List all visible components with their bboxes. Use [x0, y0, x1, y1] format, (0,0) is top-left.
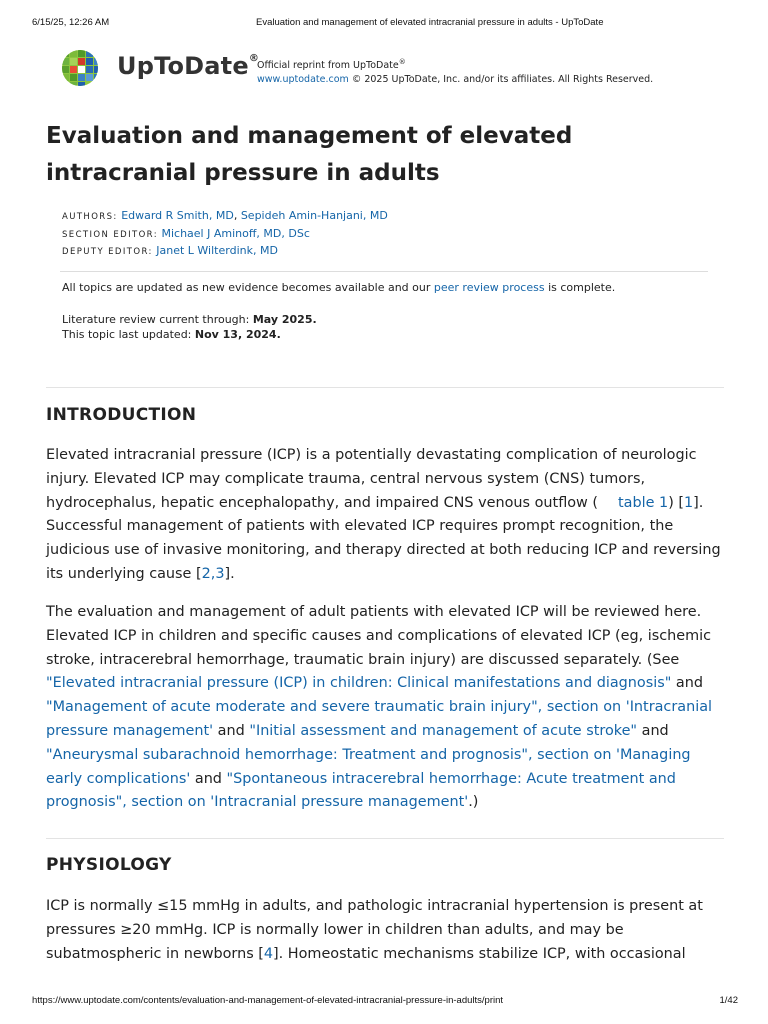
reference-link[interactable]: 4: [263, 945, 274, 962]
introduction-heading: INTRODUCTION: [46, 405, 197, 425]
review-dates: [62, 312, 317, 342]
uptodate-globe-icon: [60, 48, 102, 88]
introduction-paragraph-1: Elevated intracranial pressure (ICP) is a potentially devastating complication of neurologic injury. Elevated ICP may complicate trauma, central nervous system (CNS) tumors, hydrocephalus, hepatic encephalopathy, and impaired CNS venous outflow ( table 1) [1]. Successful management of patients with elevated ICP requires prompt recognition, the judicious use of invasive monitoring, and therapy directed at both reducing ICP and reversing its underlying cause [2,3].: [46, 447, 721, 582]
topic-link[interactable]: "Initial assessment and management of acute stroke": [249, 722, 638, 739]
topic-link[interactable]: "Aneurysmal subarachnoid hemorrhage: Treatment and prognosis", section on 'Managing early complications': [46, 746, 691, 787]
topic-link[interactable]: "Elevated intracranial pressure (ICP) in children: Clinical manifestations and diagnosis": [46, 675, 672, 692]
reference-link[interactable]: 1: [684, 494, 694, 511]
author-link[interactable]: Edward R Smith, MD: [121, 209, 234, 222]
site-link[interactable]: www.uptodate.com: [257, 74, 349, 86]
reprint-reg-mark: ®: [398, 58, 406, 66]
last-updated-date: Nov 13, 2024.: [194, 328, 281, 341]
deputy-editor-label: DEPUTY EDITOR:: [62, 247, 153, 257]
reprint-line: Official reprint from UpToDate: [257, 60, 399, 72]
article-title: Evaluation and management of elevated intracranial pressure in adults: [46, 123, 573, 186]
reference-link[interactable]: 2,3: [201, 565, 225, 582]
physiology-heading: PHYSIOLOGY: [46, 855, 172, 875]
page-number: 1/42: [719, 995, 738, 1006]
reprint-notice: [257, 55, 653, 87]
introduction-paragraph-2: The evaluation and management of adult patients with elevated ICP will be reviewed here. Elevated ICP in children and specific causes and complications of elevated ICP (eg, ischemic stroke, intracerebral hemorrhage, traumatic brain injury) are discussed separately. (See "Elevated intracranial pressure (ICP) in children: Clinical manifestations and diagnosis" and "Management of acute moderate and severe traumatic brain injury", section on 'Intracranial pressure management' and "Initial assessment and management of acute stroke" and "Aneurysmal subarachnoid hemorrhage: Treatment and prognosis", section on 'Managing early complications' and "Spontaneous intracerebral hemorrhage: Acute treatment and prognosis", section on 'Intracranial pressure management'.): [46, 604, 713, 811]
lit-review-date: May 2025.: [252, 313, 317, 326]
print-url: https://www.uptodate.com/contents/evaluation-and-management-of-elevated-intracranial-pressure-in-adults/print: [32, 995, 504, 1006]
print-datetime: 6/15/25, 12:26 AM: [32, 17, 110, 28]
deputy-editor-link[interactable]: Janet L Wilterdink, MD: [156, 244, 278, 257]
update-notice: All topics are updated as new evidence becomes available and our peer review process is complete.: [62, 281, 616, 294]
print-page-title: Evaluation and management of elevated intracranial pressure in adults - UpToDate: [256, 17, 604, 28]
physiology-paragraph-1: ICP is normally ≤15 mmHg in adults, and pathologic intracranial hypertension is present at pressures ≥20 mmHg. ICP is normally lower in children than adults, and may be subatmospheric in newborns [4]. Homeostatic mechanisms stabilize ICP, with occasional: [46, 898, 703, 962]
topic-link[interactable]: "Spontaneous intracerebral hemorrhage: Acute treatment and prognosis", section on 'Intracranial pressure management': [46, 770, 676, 811]
section-editor-link[interactable]: Michael J Aminoff, MD, DSc: [161, 226, 310, 240]
lit-review-label: Literature review current through:: [62, 313, 253, 326]
copyright: © 2025 UpToDate, Inc. and/or its affiliates. All Rights Reserved.: [351, 74, 654, 86]
section-editor-label: SECTION EDITOR:: [62, 229, 158, 240]
last-updated-label: This topic last updated:: [62, 328, 195, 341]
peer-review-link[interactable]: peer review process: [433, 281, 545, 294]
brand-reg-mark: ®: [248, 53, 260, 64]
article-credits: AUTHORS: Edward R Smith, MD, Sepideh Amin-Hanjani, MD SECTION EDITOR: Michael J Aminoff, MD, DSc DEPUTY EDITOR: Janet L Wilterdink, MD: [62, 209, 388, 257]
brand-name: UpToDate®: [117, 52, 260, 80]
topic-link[interactable]: "Management of acute moderate and severe traumatic brain injury", section on 'Intracranial pressure management': [46, 699, 713, 739]
author-link[interactable]: Sepideh Amin-Hanjani, MD: [240, 209, 388, 222]
divider: [60, 271, 708, 272]
divider: [46, 387, 724, 388]
authors-label: AUTHORS:: [62, 212, 118, 222]
table-1-link[interactable]: table 1: [618, 494, 669, 511]
divider: [46, 838, 724, 839]
